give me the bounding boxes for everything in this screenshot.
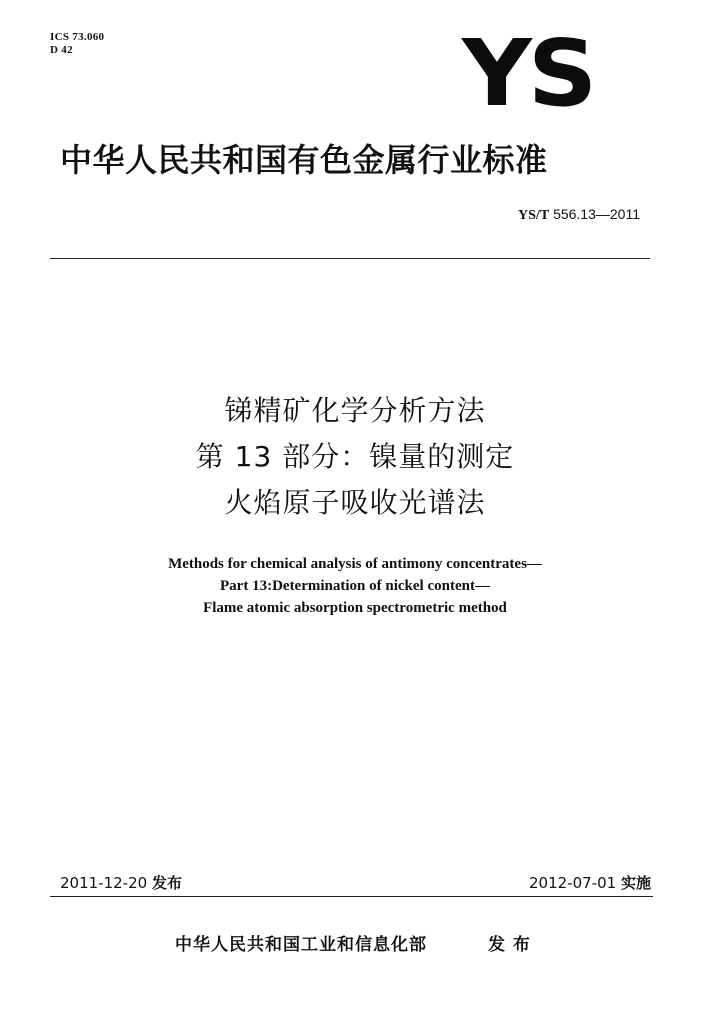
organization-title: 中华人民共和国有色金属行业标准 <box>60 141 548 179</box>
header-divider <box>50 258 650 259</box>
standard-code-number: 556.13—2011 <box>553 206 640 222</box>
english-title-line-1: Methods for chemical analysis of antimony concentrates— <box>168 556 542 572</box>
chinese-title-line-3: 火焰原子吸收光谱法 <box>224 486 486 519</box>
issue-date-value: 2011-12-20 <box>60 874 148 892</box>
english-title-line-3: Flame atomic absorption spectrometric method <box>203 600 507 616</box>
implementation-date-label: 实施 <box>620 874 651 892</box>
implementation-date-value: 2012-07-01 <box>529 874 617 892</box>
ys-logo: YS <box>462 20 594 127</box>
footer-divider <box>50 896 653 897</box>
chinese-title <box>120 388 590 526</box>
english-title-line-2: Part 13:Determination of nickel content— <box>220 578 490 594</box>
english-title <box>100 553 610 619</box>
chinese-title-line-2: 第 13 部分：镍量的测定 <box>195 440 515 473</box>
classification-codes <box>50 31 104 57</box>
issue-date-label: 发布 <box>151 874 182 892</box>
standard-code <box>470 206 640 224</box>
issuing-authority: 中华人民共和国工业和信息化部 <box>175 935 427 955</box>
chinese-title-line-1: 锑精矿化学分析方法 <box>224 394 486 427</box>
issuing-action: 发 布 <box>488 935 531 955</box>
ics-code: ICS 73.060 <box>50 31 105 43</box>
standard-code-prefix: YS/T <box>518 208 550 223</box>
issue-date <box>60 872 182 893</box>
implementation-date <box>500 872 651 893</box>
ccs-code: D 42 <box>50 44 73 56</box>
